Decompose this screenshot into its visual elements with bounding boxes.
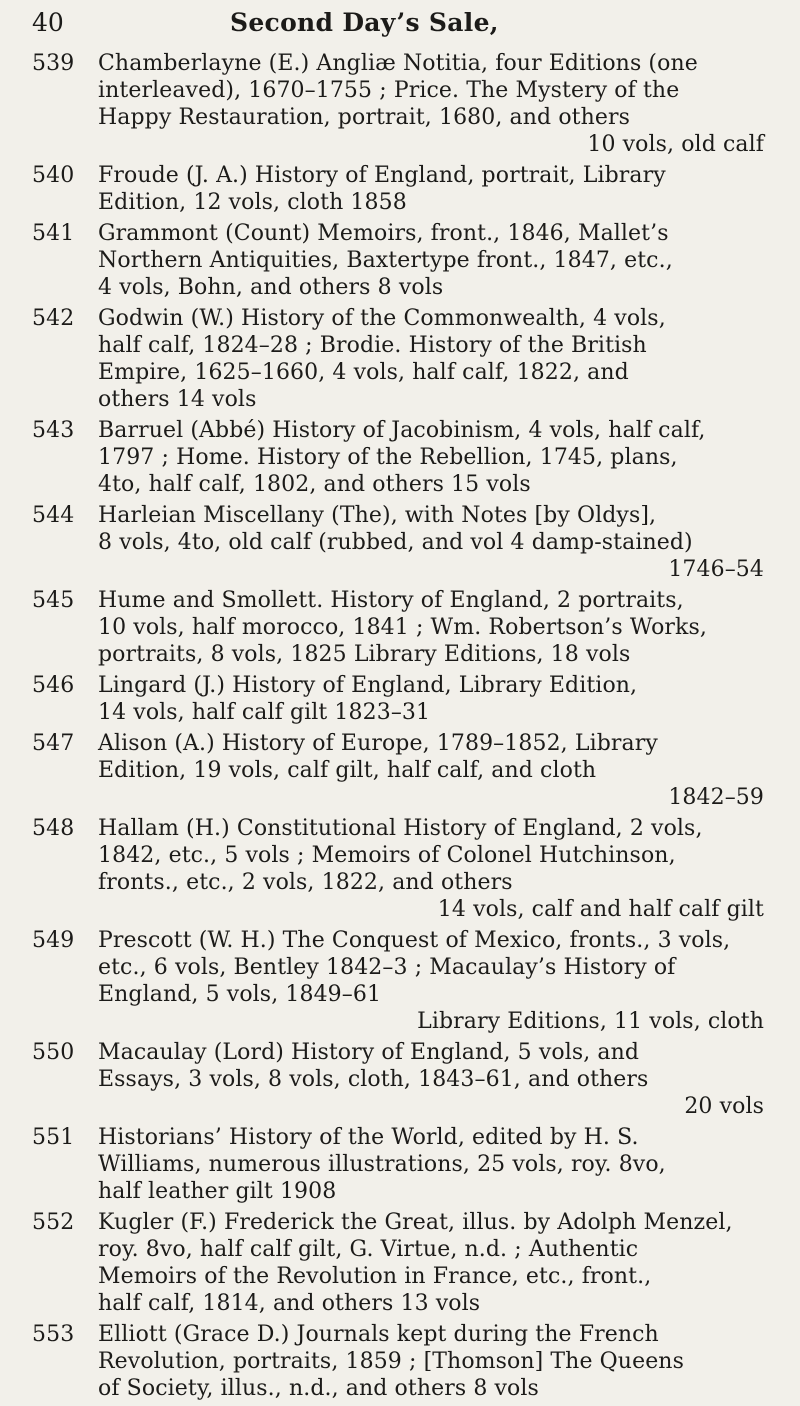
page-number: 40 <box>32 8 64 37</box>
lot-description-line: Edition, 12 vols, cloth 1858 <box>98 190 407 215</box>
lot-entry <box>32 730 764 811</box>
lot-description-line: Historians’ History of the World, edited by H. S. <box>98 1125 639 1150</box>
lot-description-line: Macaulay (Lord) History of England, 5 vols, and <box>98 1040 640 1065</box>
lot-description-line: Library Editions, 11 vols, cloth <box>417 1009 764 1034</box>
lot-number: 539 <box>32 51 75 76</box>
lot-description-line: 10 vols, old calf <box>587 132 764 157</box>
lot-description-line: portraits, 8 vols, 1825 Library Editions, 18 vols <box>98 642 631 667</box>
lot-description-line: half calf, 1814, and others 13 vols <box>98 1291 481 1316</box>
lot-entry <box>32 502 764 583</box>
lot-number: 549 <box>32 928 75 953</box>
lot-description-line: 1797 ; Home. History of the Rebellion, 1745, plans, <box>98 445 678 470</box>
lot-description-line: Edition, 19 vols, calf gilt, half calf, and cloth <box>98 758 597 783</box>
lot-description-line: fronts., etc., 2 vols, 1822, and others <box>98 870 513 895</box>
lot-description-line: Northern Antiquities, Baxtertype front., 1847, etc., <box>98 248 673 273</box>
lot-description-line: Godwin (W.) History of the Commonwealth, 4 vols, <box>98 306 666 331</box>
page-header <box>32 8 760 44</box>
lot-number: 548 <box>32 816 75 841</box>
lot-description-line: Essays, 3 vols, 8 vols, cloth, 1843–61, and others <box>98 1067 649 1092</box>
lot-description-line: etc., 6 vols, Bentley 1842–3 ; Macaulay’s History of <box>98 955 676 980</box>
lot-description-line: 1746–54 <box>668 557 764 582</box>
lot-number: 540 <box>32 163 75 188</box>
lot-number: 545 <box>32 588 75 613</box>
lot-description-line: Chamberlayne (E.) Angliæ Notitia, four Editions (one <box>98 51 698 76</box>
lot-description-line: roy. 8vo, half calf gilt, G. Virtue, n.d. ; Authentic <box>98 1237 639 1262</box>
lot-entry <box>32 50 764 158</box>
lot-number: 553 <box>32 1322 75 1347</box>
lot-entry <box>32 162 764 216</box>
lot-description-line: 8 vols, 4to, old calf (rubbed, and vol 4 damp-stained) <box>98 530 693 555</box>
lot-description-line: Happy Restauration, portrait, 1680, and others <box>98 105 630 130</box>
lot-description-line: 4 vols, Bohn, and others 8 vols <box>98 275 444 300</box>
lot-description-line: Empire, 1625–1660, 4 vols, half calf, 1822, and <box>98 360 629 385</box>
lot-description-line: England, 5 vols, 1849–61 <box>98 982 382 1007</box>
lot-description-line: Williams, numerous illustrations, 25 vols, roy. 8vo, <box>98 1152 666 1177</box>
lot-description-line: Prescott (W. H.) The Conquest of Mexico, fronts., 3 vols, <box>98 928 731 953</box>
lot-number: 541 <box>32 221 75 246</box>
lot-description-line: Grammont (Count) Memoirs, front., 1846, Mallet’s <box>98 221 669 246</box>
lot-description-line: Barruel (Abbé) History of Jacobinism, 4 vols, half calf, <box>98 418 706 443</box>
lot-entry <box>32 417 764 498</box>
lot-description-line: Memoirs of the Revolution in France, etc., front., <box>98 1264 652 1289</box>
lot-description-line: interleaved), 1670–1755 ; Price. The Mystery of the <box>98 78 680 103</box>
lot-description-line: Hallam (H.) Constitutional History of England, 2 vols, <box>98 816 703 841</box>
lot-description-line: 20 vols <box>684 1094 764 1119</box>
lot-description-line: Revolution, portraits, 1859 ; [Thomson] The Queens <box>98 1349 684 1374</box>
lot-number: 547 <box>32 731 75 756</box>
lot-description-line: Alison (A.) History of Europe, 1789–1852, Library <box>98 731 658 756</box>
lot-number: 543 <box>32 418 75 443</box>
lot-description-line: of Society, illus., n.d., and others 8 vols <box>98 1376 539 1401</box>
lot-entry <box>32 587 764 668</box>
lot-number: 551 <box>32 1125 75 1150</box>
lot-description-line: Hume and Smollett. History of England, 2 portraits, <box>98 588 684 613</box>
lot-list <box>32 50 764 1406</box>
lot-entry <box>32 672 764 726</box>
lot-number: 546 <box>32 673 75 698</box>
lot-entry <box>32 1039 764 1120</box>
lot-description-line: Elliott (Grace D.) Journals kept during the French <box>98 1322 659 1347</box>
lot-description-line: 10 vols, half morocco, 1841 ; Wm. Robertson’s Works, <box>98 615 707 640</box>
lot-entry <box>32 1124 764 1205</box>
lot-number: 544 <box>32 503 75 528</box>
lot-description-line: 1842–59 <box>668 785 764 810</box>
lot-number: 542 <box>32 306 75 331</box>
lot-number: 552 <box>32 1210 75 1235</box>
lot-description-line: Kugler (F.) Frederick the Great, illus. by Adolph Menzel, <box>98 1210 733 1235</box>
lot-entry <box>32 1321 764 1402</box>
lot-description-line: 1842, etc., 5 vols ; Memoirs of Colonel Hutchinson, <box>98 843 676 868</box>
lot-description-line: 14 vols, calf and half calf gilt <box>437 897 764 922</box>
lot-number: 550 <box>32 1040 75 1065</box>
lot-entry <box>32 815 764 923</box>
running-title: Second Day’s Sale, <box>230 8 499 37</box>
lot-entry <box>32 1209 764 1317</box>
lot-description-line: half calf, 1824–28 ; Brodie. History of the British <box>98 333 647 358</box>
lot-description-line: 4to, half calf, 1802, and others 15 vols <box>98 472 531 497</box>
lot-entry <box>32 927 764 1035</box>
lot-description-line: others 14 vols <box>98 387 257 412</box>
lot-description-line: Lingard (J.) History of England, Library Edition, <box>98 673 638 698</box>
lot-entry <box>32 220 764 301</box>
lot-description-line: 14 vols, half calf gilt 1823–31 <box>98 700 431 725</box>
lot-description-line: Froude (J. A.) History of England, portrait, Library <box>98 163 666 188</box>
lot-description-line: half leather gilt 1908 <box>98 1179 337 1204</box>
lot-entry <box>32 305 764 413</box>
lot-description-line: Harleian Miscellany (The), with Notes [by Oldys], <box>98 503 657 528</box>
